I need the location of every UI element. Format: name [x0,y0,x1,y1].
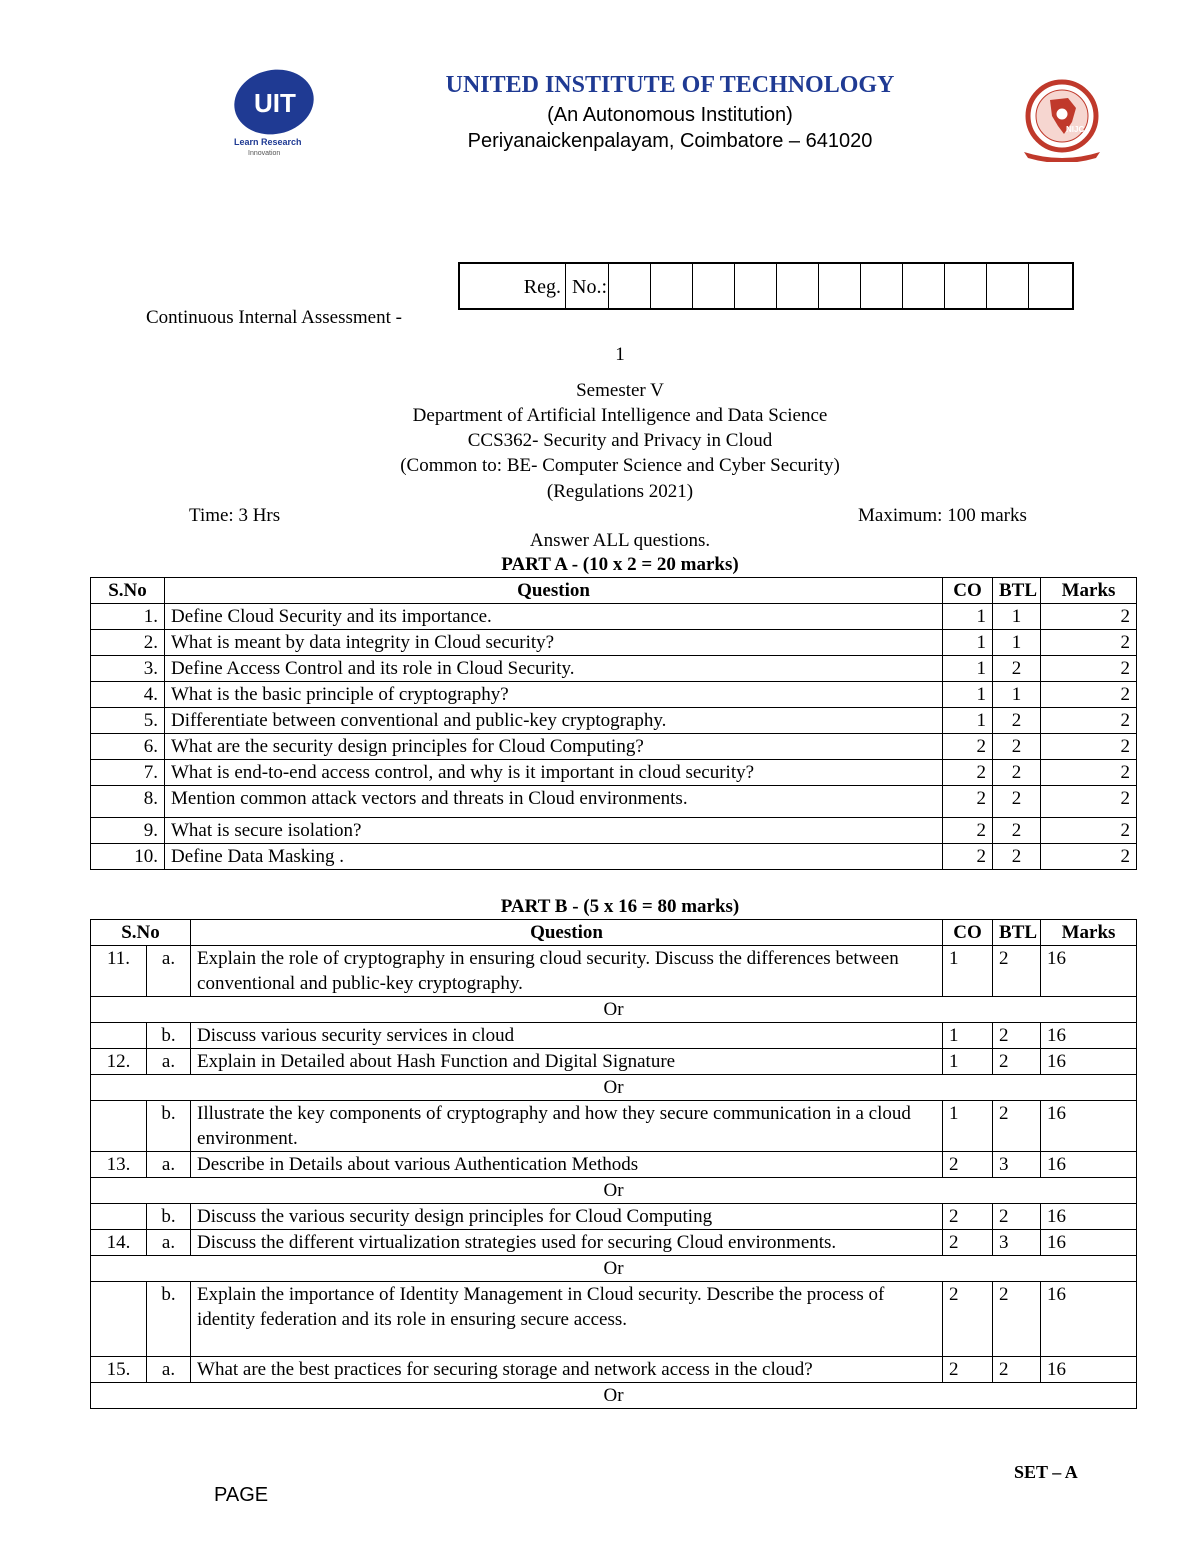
question-text: Discuss various security services in cloud [191,1023,943,1049]
question-text: What is secure isolation? [165,818,943,844]
co-value: 2 [943,844,993,870]
assessment-label: Continuous Internal Assessment - [146,307,402,328]
btl-value: 2 [993,1204,1041,1230]
header-btl: BTL [993,920,1041,946]
table-row [91,844,1137,870]
question-part: a. [147,1152,191,1178]
reg-digit-box[interactable] [777,264,819,308]
co-value: 2 [943,1204,993,1230]
regulations: (Regulations 2021) [546,481,694,502]
btl-value: 2 [993,708,1041,734]
assessment-number: 1 [615,344,625,365]
reg-digit-box[interactable] [1029,264,1071,308]
reg-digit-box[interactable] [819,264,861,308]
reg-digit-box[interactable] [987,264,1029,308]
table-row [91,1023,1137,1049]
co-value: 2 [943,1357,993,1383]
co-value: 1 [943,630,993,656]
co-value: 1 [943,1101,993,1152]
marks-value: 16 [1041,1204,1137,1230]
btl-value: 2 [993,1049,1041,1075]
question-text: Explain in Detailed about Hash Function and Digital Signature [191,1049,943,1075]
question-text: Define Cloud Security and its importance. [165,604,943,630]
btl-value: 2 [993,818,1041,844]
btl-value: 1 [993,604,1041,630]
marks-value: 2 [1041,760,1137,786]
question-text: Discuss the various security design principles for Cloud Computing [191,1204,943,1230]
co-value: 2 [943,1282,993,1357]
table-row [91,786,1137,818]
reg-digit-box[interactable] [903,264,945,308]
question-number: 12. [91,1049,147,1075]
part-b-table [90,919,1137,1409]
table-row [91,760,1137,786]
marks-value: 16 [1041,946,1137,997]
marks-value: 2 [1041,786,1137,818]
question-text: What are the security design principles for Cloud Computing? [165,734,943,760]
marks-value: 2 [1041,656,1137,682]
question-text: Explain the importance of Identity Management in Cloud security. Describe the process of identity federation and its role in ensuring secure access. [191,1282,943,1357]
question-text: What is meant by data integrity in Cloud security? [165,630,943,656]
part-b-title: PART B - (5 x 16 = 80 marks) [500,896,740,917]
or-row [91,1256,1137,1282]
marks-value: 2 [1041,708,1137,734]
question-text: Explain the role of cryptography in ensuring cloud security. Discuss the differences between conventional and public-key cryptography. [191,946,943,997]
btl-value: 3 [993,1230,1041,1256]
btl-value: 2 [993,1023,1041,1049]
question-text: Mention common attack vectors and threats in Cloud environments. [165,786,943,818]
header-btl: BTL [993,578,1041,604]
part-a-title: PART A - (10 x 2 = 20 marks) [501,554,739,575]
btl-value: 2 [993,1282,1041,1357]
co-value: 2 [943,1230,993,1256]
question-number: 6. [91,734,165,760]
header-sno: S.No [91,920,191,946]
question-number: 8. [91,786,165,818]
or-label: Or [91,1383,1137,1409]
question-part: b. [147,1023,191,1049]
marks-value: 16 [1041,1230,1137,1256]
question-part: b. [147,1282,191,1357]
common-to: (Common to: BE- Computer Science and Cyber Security) [400,455,840,476]
question-number: 4. [91,682,165,708]
header-marks: Marks [1041,578,1137,604]
btl-value: 2 [993,844,1041,870]
page-footer: PAGE [214,1484,269,1506]
department: Department of Artificial Intelligence and Data Science [412,405,828,426]
question-number: 2. [91,630,165,656]
btl-value: 1 [993,630,1041,656]
question-number [91,1101,147,1152]
reg-digit-box[interactable] [735,264,777,308]
question-number [91,1282,147,1357]
max-marks: Maximum: 100 marks [858,505,1027,526]
exam-time: Time: 3 Hrs [189,505,281,526]
header-question: Question [165,578,943,604]
question-number [91,1204,147,1230]
table-row [91,1282,1137,1357]
question-text: What are the best practices for securing storage and network access in the cloud? [191,1357,943,1383]
question-number: 13. [91,1152,147,1178]
table-row [91,1049,1137,1075]
marks-value: 16 [1041,1152,1137,1178]
btl-value: 3 [993,1152,1041,1178]
reg-label: Reg. [460,264,566,308]
marks-value: 2 [1041,630,1137,656]
table-row [91,946,1137,997]
reg-digit-box[interactable] [693,264,735,308]
question-text: Illustrate the key components of cryptography and how they secure communication in a cloud environment. [191,1101,943,1152]
reg-digit-box[interactable] [861,264,903,308]
table-row [91,630,1137,656]
btl-value: 1 [993,682,1041,708]
co-value: 2 [943,786,993,818]
question-part: a. [147,1049,191,1075]
btl-value: 2 [993,786,1041,818]
table-row [91,708,1137,734]
table-row [91,656,1137,682]
institution-name: UNITED INSTITUTE OF TECHNOLOGY [445,72,895,98]
table-row [91,682,1137,708]
marks-value: 16 [1041,1023,1137,1049]
or-row [91,1178,1137,1204]
question-text: What is the basic principle of cryptography? [165,682,943,708]
reg-digit-box[interactable] [651,264,693,308]
header-sno: S.No [91,578,165,604]
question-text: Differentiate between conventional and public-key cryptography. [165,708,943,734]
header-question: Question [191,920,943,946]
question-number [91,1023,147,1049]
co-value: 2 [943,1152,993,1178]
question-number: 14. [91,1230,147,1256]
btl-value: 2 [993,734,1041,760]
marks-value: 2 [1041,844,1137,870]
co-value: 1 [943,1023,993,1049]
table-row [91,818,1137,844]
instruction: Answer ALL questions. [529,530,711,551]
question-number: 10. [91,844,165,870]
question-number: 5. [91,708,165,734]
table-row [91,1230,1137,1256]
marks-value: 16 [1041,1357,1137,1383]
marks-value: 16 [1041,1282,1137,1357]
btl-value: 2 [993,1101,1041,1152]
btl-value: 2 [993,656,1041,682]
marks-value: 2 [1041,682,1137,708]
header-co: CO [943,578,993,604]
marks-value: 2 [1041,818,1137,844]
btl-value: 2 [993,1357,1041,1383]
co-value: 1 [943,604,993,630]
table-row [91,604,1137,630]
co-value: 1 [943,708,993,734]
reg-number-box[interactable] [458,262,1074,310]
or-row [91,1383,1137,1409]
co-value: 1 [943,1049,993,1075]
question-text: What is end-to-end access control, and why is it important in cloud security? [165,760,943,786]
co-value: 2 [943,734,993,760]
set-label: SET – A [1014,1462,1078,1482]
part-a-table [90,577,1137,870]
co-value: 2 [943,818,993,844]
marks-value: 2 [1041,734,1137,760]
btl-value: 2 [993,946,1041,997]
question-text: Define Data Masking . [165,844,943,870]
question-number: 7. [91,760,165,786]
marks-value: 16 [1041,1101,1137,1152]
header-co: CO [943,920,993,946]
btl-value: 2 [993,760,1041,786]
institution-address: Periyanaickenpalayam, Coimbatore – 641020 [467,130,873,152]
question-part: a. [147,1357,191,1383]
or-label: Or [91,1075,1137,1101]
question-part: a. [147,946,191,997]
question-number: 11. [91,946,147,997]
question-part: a. [147,1230,191,1256]
question-number: 3. [91,656,165,682]
logo-tagline2: Innovation [248,150,281,157]
question-text: Describe in Details about various Authentication Methods [191,1152,943,1178]
marks-value: 2 [1041,604,1137,630]
reg-digit-box[interactable] [945,264,987,308]
reg-digit-box[interactable] [609,264,651,308]
logo-text: UIT [254,88,296,118]
co-value: 1 [943,946,993,997]
table-row [91,1357,1137,1383]
table-row [91,1101,1137,1152]
or-label: Or [91,1178,1137,1204]
emblem-text: NIJC [1066,125,1085,134]
institution-subtitle: (An Autonomous Institution) [547,104,793,126]
reg-no-label: No.: [566,264,609,308]
question-text: Define Access Control and its role in Cloud Security. [165,656,943,682]
course-code: CCS362- Security and Privacy in Cloud [467,430,773,451]
or-label: Or [91,997,1137,1023]
logo-tagline: Learn Research [234,137,302,147]
co-value: 1 [943,682,993,708]
question-part: b. [147,1101,191,1152]
marks-value: 16 [1041,1049,1137,1075]
question-part: b. [147,1204,191,1230]
header-marks: Marks [1041,920,1137,946]
co-value: 1 [943,656,993,682]
question-number: 15. [91,1357,147,1383]
question-number: 1. [91,604,165,630]
semester: Semester V [576,380,664,401]
or-label: Or [91,1256,1137,1282]
question-text: Discuss the different virtualization strategies used for securing Cloud environments. [191,1230,943,1256]
co-value: 2 [943,760,993,786]
table-row [91,1204,1137,1230]
table-row [91,1152,1137,1178]
or-row [91,997,1137,1023]
table-row [91,734,1137,760]
question-number: 9. [91,818,165,844]
or-row [91,1075,1137,1101]
